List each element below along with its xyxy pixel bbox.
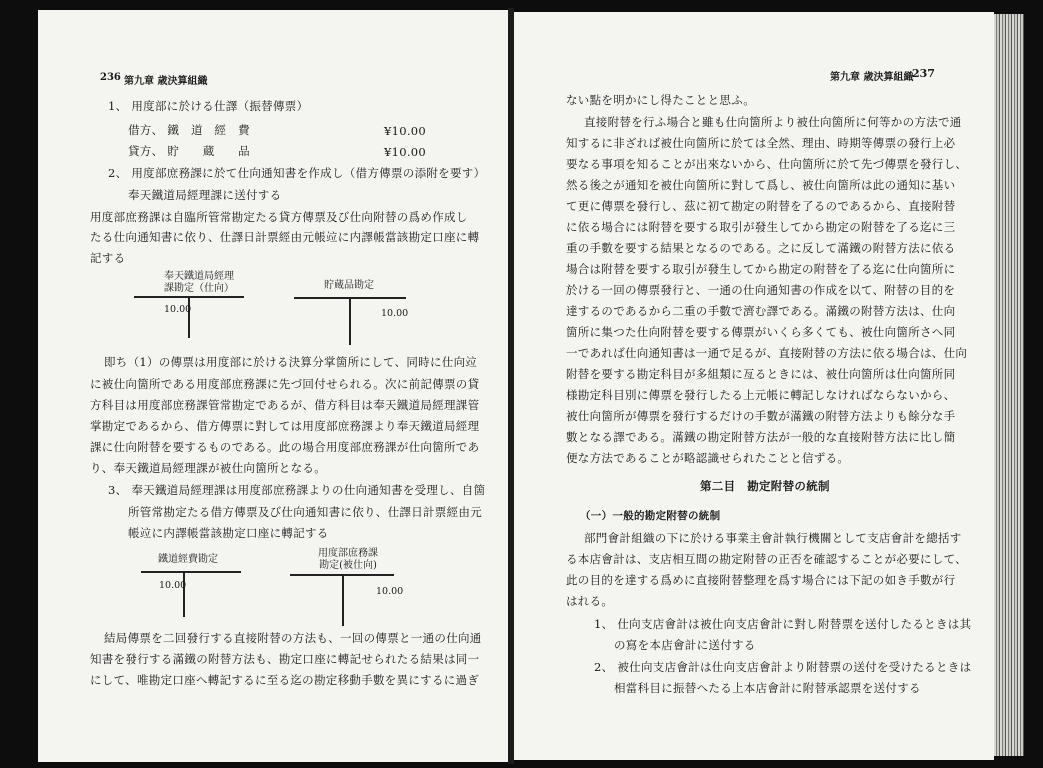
text-line: 直接附替を行ふ場合と雖も仕向箇所より被仕向箇所に何等かの方法で通 <box>584 115 962 129</box>
text-line: 附替を要する勘定科目が多組類に亙るときには、被仕向箇所は仕向箇所同 <box>566 367 956 381</box>
ledger-title: 奉天鐵道局經理 課勘定（仕向） <box>164 271 234 294</box>
text-line: ない點を明かにし得たことと思ふ。 <box>566 93 756 107</box>
amount: ¥10.00 <box>384 124 427 138</box>
text-line: 帳竝に内譯帳當該勘定口座に轉記する <box>128 526 329 540</box>
ledger-rule <box>342 574 344 626</box>
ledger-rule <box>188 296 190 338</box>
text-line: 即ち（1）の傳票は用度部に於ける決算分掌箇所にして、同時に仕向竝 <box>104 355 478 369</box>
text-line: 於ける一回の傳票發行と、一通の仕向通知書の作成を以て、附替の目的を <box>566 283 956 297</box>
text-line: り、奉天鐵道局經理課が被仕向箇所となる。 <box>90 461 326 475</box>
text-line: 此の目的を達する爲めに直接附替整理を爲す場合には下記の如き手數が行 <box>566 573 956 587</box>
section-heading: 第二目 勘定附替の統制 <box>700 479 830 493</box>
text-line: 重の手數を要する結果となるのである。之に反して滿鐵の附替方法に依る <box>566 241 956 255</box>
ledger-title: 貯蔵品勘定 <box>324 280 374 291</box>
amount: ¥10.00 <box>384 145 427 159</box>
text-line: 奉天鐵道局經理課に送付する <box>128 188 282 202</box>
right-page <box>514 12 994 760</box>
text-line: 2、 用度部庶務課に於て仕向通知書を作成し（借方傳票の添附を要す） <box>108 166 486 180</box>
text-line: に依る場合には附替を要する取引が發生してから勘定の附替を了る迄に三 <box>566 220 956 234</box>
text-line: 被仕向箇所が傳票を發行するだけの手數が滿鐵の附替方法よりも餘分な手 <box>566 409 956 423</box>
text-line: たる仕向通知書に依り、仕譯日計票經由元帳竝に内譯帳當該勘定口座に轉 <box>90 230 480 244</box>
ledger-debit: 10.00 <box>164 304 192 315</box>
text-line: る本店會計は、支店相互間の勘定附替の正否を確認することが必要にして、 <box>566 552 967 566</box>
text-line: 1、 用度部に於ける仕譯（振替傳票） <box>108 99 309 113</box>
ledger-title: 用度部庶務課 勘定(被仕向) <box>318 548 378 571</box>
text-line: 結局傳票を二回發行する直接附替の方法も、一回の傳票と一通の仕向通 <box>104 631 482 645</box>
text-line: はれる。 <box>566 594 614 608</box>
ledger-credit: 10.00 <box>381 308 409 319</box>
text-line: 箇所に集つた仕向附替を要する傳票がいくら多くても、被仕向箇所さへ同 <box>566 325 956 339</box>
ledger-debit: 10.00 <box>159 580 187 591</box>
text-line: て更に傳票を發行し、茲に初て勘定の附替を了るのであるから、直接附替 <box>566 199 956 213</box>
text-line: 要なる事項を知ることが出來ないから、仕向箇所に於て先づ傳票を發行し、 <box>566 157 968 171</box>
text-line: 課に仕向附替を要するものである。此の場合用度部庶務課が仕向箇所であ <box>90 440 480 454</box>
text-line: 部門會計組織の下に於ける事業主會計執行機關として支店會計を總括す <box>584 531 962 545</box>
text-line: 便な方法であることが略認識せられたことと信ずる。 <box>566 451 850 465</box>
ledger-rule <box>183 571 185 617</box>
text-line: 場合は附替を要する取引が發生してから勘定の附替を了る迄に仕向箇所に <box>566 262 956 276</box>
page-edges <box>994 14 1024 756</box>
running-head: 第九章 歳決算組織 <box>124 76 208 87</box>
text-line: 然る後之が通知を被仕向箇所に對して爲し、被仕向箇所は此の通知に基い <box>566 178 956 192</box>
text-line: 掌勘定であるから、借方傳票に對しては用度部庶務課より奉天鐵道局經理 <box>90 419 480 433</box>
text-line: にして、唯勘定口座へ轉記するに至る迄の勘定移動手數を異にするに過ぎ <box>90 673 480 687</box>
text-line: 知書を發行する滿鐵の附替方法も、勘定口座に轉記せられたる結果は同一 <box>90 652 480 666</box>
text-line: 用度部庶務課は自臨所管常勘定たる貸方傳票及び仕向附替の爲め作成し <box>90 210 468 224</box>
running-head: 第九章 歳決算組織 <box>830 72 914 83</box>
text-line: 數となる譯である。滿鐵の勘定附替方法が一般的な直接附替方法に比し簡 <box>566 430 956 444</box>
text-line: 達するのであるから二重の手數で濟む譯である。滿鐵の附替方法は、仕向 <box>566 304 956 318</box>
ledger-title: 鐵道經費勘定 <box>158 554 218 565</box>
text-line: 1、 仕向支店會計は被仕向支店會計に對し附替票を送付したるときは其 <box>594 617 972 631</box>
text-line: 所管常勘定たる借方傳票及び仕向通知書に依り、仕譯日計票經由元 <box>128 505 482 519</box>
text-line: 記する <box>90 251 126 265</box>
text-line: 借方、 鐵 道 經 費 <box>128 123 250 137</box>
subsection-heading: （一）一般的勘定附替の統制 <box>580 510 721 522</box>
text-line: 貸方、 貯 蔵 品 <box>128 144 250 158</box>
ledger-rule <box>349 297 351 345</box>
text-line: 知するに非ざれば被仕向箇所に於ては全然、理由、時期等傳票の發行上必 <box>566 136 956 150</box>
page-number: 236 <box>100 72 121 83</box>
text-line: に被仕向箇所である用度部庶務課に先づ回付せられる。次に前記傳票の貸 <box>90 377 480 391</box>
page-number: 237 <box>912 67 935 80</box>
text-line: 相當科目に振替へたる上本店會計に附替承認票を送付する <box>614 681 921 695</box>
text-line: 一であれば仕向通知書は一通で足るが、直接附替の方法に依る場合は、仕向 <box>566 346 968 360</box>
text-line: の寫を本店會計に送付する <box>614 638 756 652</box>
text-line: 2、 被仕向支店會計は仕向支店會計より附替票の送付を受けたるときは <box>594 660 972 674</box>
left-page <box>38 10 508 762</box>
text-line: 様勘定科目別に傳票を發行したる上元帳に轉記しなければならないから、 <box>566 388 956 402</box>
ledger-rule <box>141 571 241 573</box>
text-line: 方科目は用度部庶務課管常勘定であるが、借方科目は奉天鐵道局經理課管 <box>90 398 480 412</box>
ledger-credit: 10.00 <box>376 586 404 597</box>
text-line: 3、 奉天鐵道局經理課は用度部庶務課よりの仕向通知書を受理し、自箇 <box>108 483 486 497</box>
